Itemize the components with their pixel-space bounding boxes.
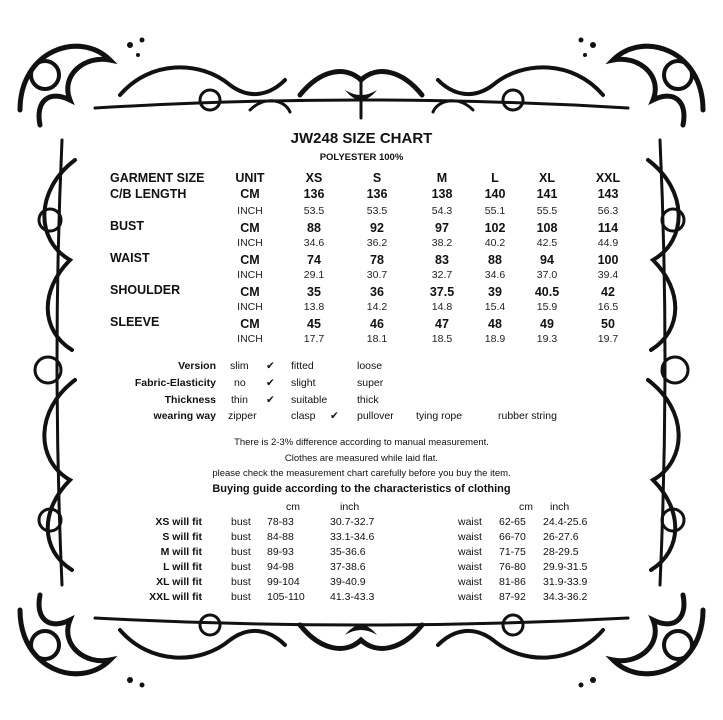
guide-col-inch: inch (550, 501, 570, 513)
guide-col-cm: cm (519, 501, 533, 513)
attribute-option: loose (357, 360, 383, 372)
attribute-label: Fabric-Elasticity (134, 377, 216, 389)
inch-value: 54.3 (431, 205, 453, 217)
cm-value: 46 (370, 317, 384, 331)
guide-bust-inch: 35-36.6 (330, 546, 366, 558)
cm-value: 39 (488, 285, 502, 299)
guide-size: L will fit (163, 561, 202, 573)
measurement-label: WAIST (110, 251, 150, 265)
size-header: L (491, 171, 499, 185)
cm-value: 74 (307, 253, 321, 267)
attribute-option: zipper (228, 410, 257, 422)
guide-waist-cm: 87-92 (499, 591, 526, 603)
guide-bust-cm: 84-88 (267, 531, 294, 543)
buying-guide-title: Buying guide according to the characteristics of clothing (212, 483, 511, 495)
attribute-option: super (357, 377, 384, 389)
guide-bust-cm: 78-83 (267, 516, 294, 528)
inch-value: 42.5 (536, 237, 558, 249)
unit-inch: INCH (237, 269, 263, 281)
guide-size: XXL will fit (149, 591, 202, 603)
inch-value: 55.1 (484, 205, 506, 217)
guide-waist-label: waist (458, 546, 482, 558)
cm-value: 78 (370, 253, 384, 267)
guide-bust-inch: 41.3-43.3 (330, 591, 375, 603)
attribute-option: tying rope (416, 410, 463, 422)
guide-bust-cm: 105-110 (267, 591, 305, 603)
guide-bust-cm: 89-93 (267, 546, 294, 558)
cm-value: 36 (370, 285, 384, 299)
cm-value: 141 (536, 187, 558, 201)
cm-value: 50 (601, 317, 615, 331)
cm-value: 136 (366, 187, 388, 201)
guide-bust-inch: 37-38.6 (330, 561, 366, 573)
cm-value: 40.5 (534, 285, 560, 299)
cm-value: 49 (540, 317, 554, 331)
guide-bust-cm: 94-98 (267, 561, 294, 573)
cm-value: 100 (597, 253, 619, 267)
attribute-option: suitable (291, 394, 328, 406)
cm-value: 136 (303, 187, 325, 201)
measurement-label: BUST (110, 219, 145, 233)
size-header: M (436, 171, 448, 185)
attribute-option: slight (291, 377, 316, 389)
inch-value: 40.2 (484, 237, 506, 249)
cm-value: 108 (536, 221, 558, 235)
guide-waist-cm: 62-65 (499, 516, 526, 528)
guide-waist-label: waist (458, 591, 482, 603)
cm-value: 143 (597, 187, 619, 201)
inch-value: 18.9 (484, 333, 506, 345)
inch-value: 15.4 (484, 301, 506, 313)
inch-value: 14.8 (431, 301, 453, 313)
unit-inch: INCH (237, 205, 263, 217)
guide-bust-label: bust (231, 531, 251, 543)
check-icon: ✔ (266, 360, 275, 372)
unit-inch: INCH (237, 333, 263, 345)
inch-value: 39.4 (597, 269, 619, 281)
unit-cm: CM (240, 285, 260, 299)
guide-waist-inch: 28-29.5 (543, 546, 579, 558)
inch-value: 30.7 (366, 269, 388, 281)
cm-value: 97 (435, 221, 449, 235)
cm-value: 88 (488, 253, 502, 267)
guide-size: M will fit (160, 546, 202, 558)
guide-waist-inch: 29.9-31.5 (543, 561, 588, 573)
inch-value: 13.8 (303, 301, 325, 313)
attribute-option: clasp (291, 410, 316, 422)
inch-value: 34.6 (484, 269, 506, 281)
inch-value: 19.7 (597, 333, 619, 345)
cm-value: 138 (431, 187, 453, 201)
cm-value: 140 (484, 187, 506, 201)
attribute-option: pullover (357, 410, 394, 422)
size-header: XL (539, 171, 555, 185)
inch-value: 32.7 (431, 269, 453, 281)
unit-cm: CM (240, 253, 260, 267)
guide-waist-cm: 81-86 (499, 576, 526, 588)
guide-waist-cm: 76-80 (499, 561, 526, 573)
measurement-label: SHOULDER (110, 283, 181, 297)
note-line: Clothes are measured while laid flat. (284, 453, 439, 464)
inch-value: 36.2 (366, 237, 388, 249)
attribute-option: slim (230, 360, 249, 372)
unit-inch: INCH (237, 237, 263, 249)
cm-value: 83 (435, 253, 449, 267)
cm-value: 88 (307, 221, 321, 235)
guide-col-cm: cm (286, 501, 300, 513)
cm-value: 42 (601, 285, 615, 299)
unit-cm: CM (240, 221, 260, 235)
guide-waist-label: waist (458, 516, 482, 528)
guide-waist-label: waist (458, 576, 482, 588)
guide-bust-label: bust (231, 591, 251, 603)
cm-value: 35 (307, 285, 321, 299)
cm-value: 102 (484, 221, 506, 235)
inch-value: 14.2 (366, 301, 388, 313)
measurement-label: C/B LENGTH (110, 187, 187, 201)
chart-subtitle: POLYESTER 100% (319, 152, 404, 163)
guide-waist-label: waist (458, 561, 482, 573)
guide-bust-inch: 39-40.9 (330, 576, 366, 588)
attribute-option: thin (231, 394, 248, 406)
guide-bust-cm: 99-104 (267, 576, 300, 588)
inch-value: 29.1 (303, 269, 325, 281)
guide-size: XS will fit (155, 516, 202, 528)
inch-value: 18.1 (366, 333, 388, 345)
unit-cm: CM (240, 317, 260, 331)
guide-waist-inch: 31.9-33.9 (543, 576, 588, 588)
cm-value: 114 (597, 221, 619, 235)
cm-value: 92 (370, 221, 384, 235)
inch-value: 34.6 (303, 237, 325, 249)
inch-value: 56.3 (597, 205, 619, 217)
inch-value: 38.2 (431, 237, 453, 249)
measurement-label: SLEEVE (110, 315, 160, 329)
inch-value: 37.0 (536, 269, 558, 281)
guide-waist-label: waist (458, 531, 482, 543)
note-line: There is 2-3% difference according to manual measurement. (234, 437, 489, 448)
cm-value: 45 (307, 317, 321, 331)
attribute-option: thick (357, 394, 379, 406)
inch-value: 15.9 (536, 301, 558, 313)
unit-header: UNIT (235, 171, 265, 185)
attribute-label: wearing way (153, 410, 216, 422)
inch-value: 53.5 (303, 205, 325, 217)
attribute-label: Thickness (164, 394, 216, 406)
cm-value: 48 (488, 317, 502, 331)
size-header: S (372, 171, 382, 185)
guide-waist-inch: 26-27.6 (543, 531, 579, 543)
inch-value: 19.3 (536, 333, 558, 345)
inch-value: 53.5 (366, 205, 388, 217)
cm-value: 47 (435, 317, 449, 331)
guide-size: XL will fit (156, 576, 202, 588)
note-line: please check the measurement chart carefully before you buy the item. (212, 468, 511, 479)
unit-inch: INCH (237, 301, 263, 313)
inch-value: 55.5 (536, 205, 558, 217)
unit-cm: CM (240, 187, 260, 201)
guide-bust-inch: 33.1-34.6 (330, 531, 375, 543)
guide-bust-label: bust (231, 516, 251, 528)
inch-value: 17.7 (303, 333, 325, 345)
guide-bust-label: bust (231, 561, 251, 573)
check-icon: ✔ (266, 394, 275, 406)
size-header: XS (305, 171, 323, 185)
guide-waist-cm: 66-70 (499, 531, 526, 543)
guide-bust-inch: 30.7-32.7 (330, 516, 375, 528)
check-icon: ✔ (266, 377, 275, 389)
inch-value: 44.9 (597, 237, 619, 249)
inch-value: 18.5 (431, 333, 453, 345)
attribute-option: fitted (291, 360, 314, 372)
garment-size-header: GARMENT SIZE (110, 171, 205, 185)
guide-bust-label: bust (231, 576, 251, 588)
guide-size: S will fit (162, 531, 202, 543)
check-icon: ✔ (330, 410, 339, 422)
attribute-label: Version (178, 360, 216, 372)
inch-value: 16.5 (597, 301, 619, 313)
attribute-option: rubber string (498, 410, 557, 422)
guide-bust-label: bust (231, 546, 251, 558)
guide-waist-inch: 24.4-25.6 (543, 516, 588, 528)
size-header: XXL (595, 171, 621, 185)
guide-waist-inch: 34.3-36.2 (543, 591, 588, 603)
chart-title: JW248 SIZE CHART (290, 130, 433, 147)
guide-waist-cm: 71-75 (499, 546, 526, 558)
cm-value: 94 (540, 253, 554, 267)
cm-value: 37.5 (429, 285, 455, 299)
attribute-option: no (234, 377, 246, 389)
guide-col-inch: inch (340, 501, 360, 513)
